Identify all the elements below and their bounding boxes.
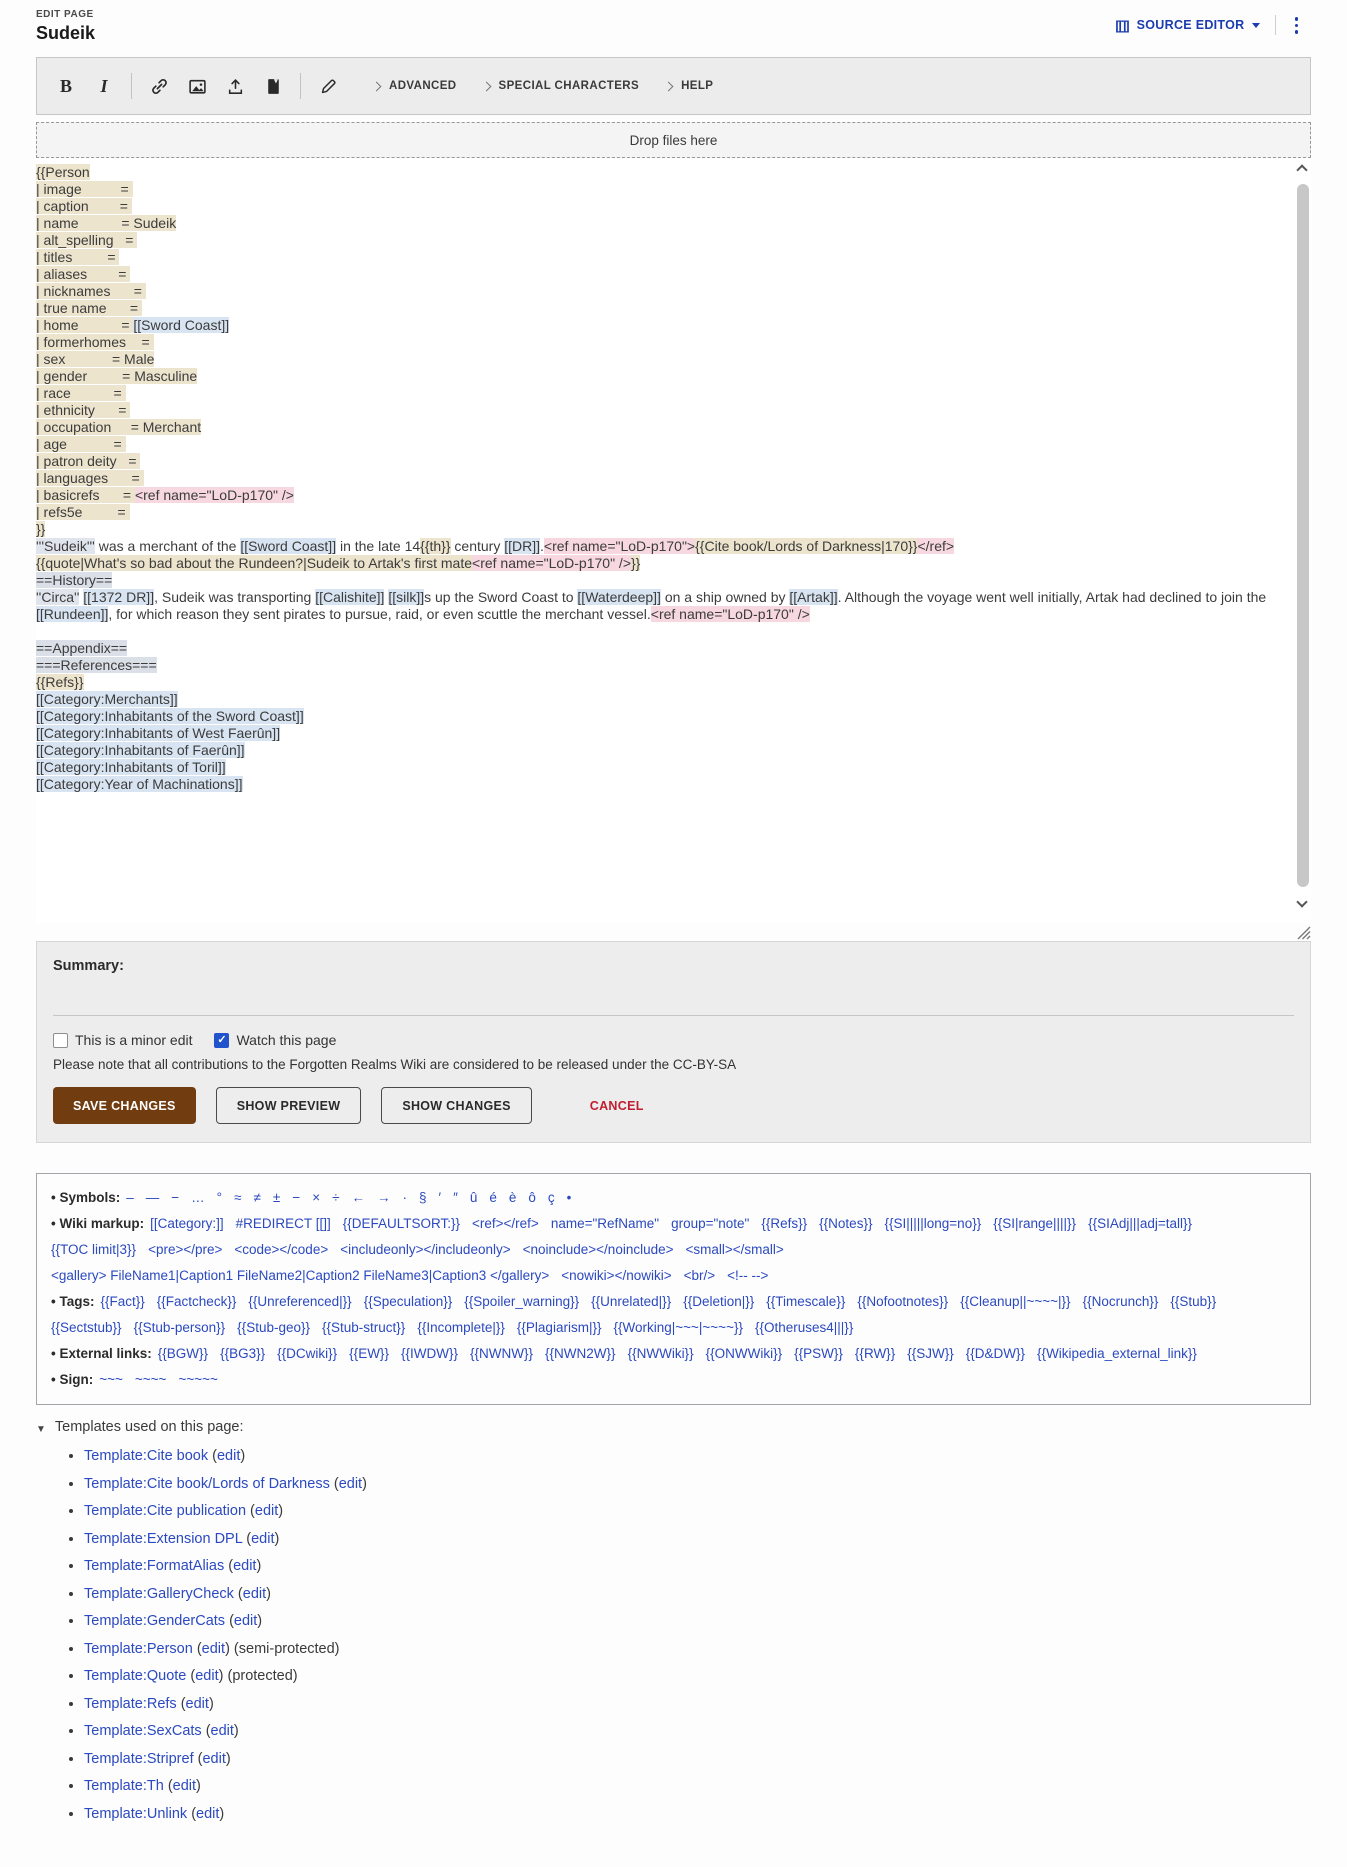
edittool-insert-link[interactable]: {{Incomplete|}}	[417, 1320, 505, 1335]
minor-edit-label: This is a minor edit	[75, 1032, 193, 1048]
chevron-down-icon	[1252, 23, 1260, 28]
edittool-insert-link[interactable]: {{SI|||||long=no}}	[884, 1216, 982, 1231]
minor-edit-checkbox-row	[53, 1032, 192, 1048]
template-edit-link[interactable]: edit	[202, 1750, 226, 1767]
edittool-insert-link[interactable]: −	[171, 1190, 180, 1205]
editor-line[interactable]: [[Category:Year of Machinations]]	[36, 776, 243, 792]
editor-line[interactable]: | alt_spelling =	[36, 232, 138, 248]
header-divider	[1275, 15, 1276, 35]
toolbar-divider	[300, 73, 301, 99]
editor-line[interactable]: | languages =	[36, 470, 144, 486]
edittool-insert-link[interactable]: {{Plagiarism|}}	[516, 1320, 602, 1335]
template-link[interactable]: Template:Refs	[84, 1695, 177, 1712]
editor-line[interactable]: | formerhomes =	[36, 334, 154, 350]
edittool-insert-link[interactable]: {{Notes}}	[819, 1216, 873, 1231]
menu-help[interactable]	[665, 80, 713, 92]
chevron-right-icon	[481, 81, 491, 91]
template-list-item: • Template:GalleryCheck (edit)	[84, 1585, 1311, 1604]
template-list-item: • Template:Stripref (edit)	[84, 1750, 1311, 1769]
editor-line[interactable]: | gender = Masculine	[36, 368, 198, 384]
template-list-item: • Template:Extension DPL (edit)	[84, 1530, 1311, 1549]
editor-line[interactable]: | patron deity =	[36, 453, 141, 469]
edittool-insert-link[interactable]: −	[292, 1190, 301, 1205]
edittool-insert-link[interactable]: •	[566, 1190, 572, 1205]
editor-line[interactable]: | titles =	[36, 249, 120, 265]
editor-line[interactable]: | age =	[36, 436, 126, 452]
template-link[interactable]: Template:Unlink	[84, 1805, 188, 1822]
edittool-insert-link[interactable]: {{SIAdj|||adj=tall}}	[1088, 1216, 1193, 1231]
edittool-insert-link[interactable]: #REDIRECT [[]]	[235, 1216, 331, 1231]
edittool-insert-link[interactable]: ~~~~	[134, 1372, 167, 1387]
edittool-insert-link[interactable]: <code></code>	[234, 1242, 329, 1257]
edittool-insert-link[interactable]: {{NWWiki}}	[627, 1346, 694, 1361]
template-edit-link[interactable]: edit	[233, 1558, 257, 1574]
template-edit-link[interactable]: edit	[216, 1448, 241, 1464]
template-edit-link[interactable]: edit	[233, 1613, 258, 1629]
edittool-insert-link[interactable]: {{Refs}}	[761, 1216, 808, 1231]
signature-button[interactable]	[309, 66, 347, 106]
edittool-insert-link[interactable]: {{Working|~~~|~~~~}}	[613, 1320, 743, 1335]
templates-used-caption: Templates used on this page:	[54, 1419, 244, 1435]
edittool-insert-link[interactable]: <br/>	[683, 1268, 716, 1283]
edittool-insert-link[interactable]: {{Cleanup||~~~~|}}	[960, 1294, 1071, 1309]
check-icon: ✓	[217, 1033, 227, 1046]
editor-scrollbar	[1294, 158, 1311, 923]
toolbar-divider	[131, 73, 132, 99]
edittool-insert-link[interactable]: è	[508, 1190, 517, 1205]
templates-used-header	[36, 1419, 1311, 1435]
editor-line[interactable]: ''Circa'' [[1372 DR]], Sudeik was transporting [[Calishite]] [[silk]]s up the Sword Coast to [[Waterdeep]] on a ship owned by [[Artak]]. Although the voyage went well initially, Artak had declined to join the [[Rundeen]], for which reason they sent pirates to pursue, raid, or even scuttle the merchant vessel.<ref name="LoD-p170" />	[36, 589, 1271, 622]
edittool-insert-link[interactable]: {{BGW}}	[157, 1346, 209, 1361]
edittools-row	[51, 1341, 1296, 1367]
bold-button[interactable]	[47, 66, 85, 106]
editor-line[interactable]: [[Category:Inhabitants of Faerûn]]	[36, 742, 245, 758]
edittool-insert-link[interactable]: û	[469, 1190, 478, 1205]
editor-line[interactable]: | basicrefs = <ref name="LoD-p170" />	[36, 487, 294, 503]
template-link[interactable]: Template:Cite book/Lords of Darkness	[84, 1475, 330, 1492]
editor-line[interactable]: [[Category:Merchants]]	[36, 691, 178, 707]
edittool-insert-link[interactable]: °	[216, 1190, 223, 1205]
edittool-insert-link[interactable]: {{SI|range||||}}	[993, 1216, 1077, 1231]
template-link[interactable]: Template:Cite book	[84, 1448, 209, 1464]
editor-line[interactable]: {{quote|What's so bad about the Rundeen?|Sudeik to Artak's first mate<ref name="LoD-p170" />}}	[36, 555, 641, 571]
save-changes-button[interactable]: SAVE CHANGES	[53, 1087, 196, 1124]
edittool-insert-link[interactable]: <!-- -->	[727, 1268, 769, 1283]
edittool-insert-link[interactable]: {{DCwiki}}	[277, 1346, 338, 1361]
template-edit-link[interactable]: edit	[242, 1585, 267, 1602]
edittool-insert-link[interactable]: <noinclude></noinclude>	[522, 1242, 674, 1257]
scroll-down-icon[interactable]	[1296, 896, 1307, 907]
source-editor	[36, 158, 1311, 923]
editor-line[interactable]: | image =	[36, 181, 133, 197]
template-link[interactable]: Template:Stripref	[84, 1750, 194, 1767]
edittool-insert-link[interactable]: <gallery> FileName1|Caption1 FileName2|Caption2 FileName3|Caption3 </gallery>	[51, 1268, 550, 1283]
edittool-insert-link[interactable]: ←	[351, 1190, 366, 1205]
edittool-insert-link[interactable]: {{Fact}}	[100, 1294, 145, 1309]
editor-line[interactable]: | ethnicity =	[36, 402, 131, 418]
editor-line[interactable]: | true name =	[36, 300, 142, 316]
show-preview-button[interactable]: SHOW PREVIEW	[216, 1087, 362, 1124]
edittools-row-label: • Sign:	[51, 1372, 94, 1387]
edittool-insert-link[interactable]: {{Spoiler_warning}}	[464, 1294, 580, 1309]
template-edit-link[interactable]: edit	[172, 1778, 197, 1794]
page-title: Sudeik	[36, 23, 96, 43]
editor-line[interactable]: }}	[36, 521, 46, 537]
template-edit-link[interactable]: edit	[185, 1695, 209, 1712]
source-editor-dropdown[interactable]	[1115, 18, 1259, 33]
scrollbar-thumb[interactable]	[1297, 184, 1309, 887]
pencil-icon	[319, 77, 338, 96]
editor-line[interactable]: | name = Sudeik	[36, 215, 177, 231]
edittool-insert-link[interactable]: <small></small>	[685, 1242, 784, 1257]
edittool-insert-link[interactable]: ″	[453, 1190, 458, 1205]
license-note: Please note that all contributions to the Forgotten Realms Wiki are considered to be released under the CC-BY-SA	[53, 1057, 737, 1072]
template-link[interactable]: Template:SexCats	[84, 1723, 202, 1739]
edittool-insert-link[interactable]: {{Nocrunch}}	[1082, 1294, 1159, 1309]
dropzone-label: Drop files here	[629, 132, 718, 148]
editor-line[interactable]: [[Category:Inhabitants of the Sword Coast]]	[36, 708, 304, 724]
upload-icon	[226, 77, 245, 96]
edittool-insert-link[interactable]: ≈	[234, 1190, 242, 1205]
edittool-insert-link[interactable]: ~~~~~	[178, 1372, 218, 1387]
template-edit-link[interactable]: edit	[254, 1503, 279, 1519]
edittool-insert-link[interactable]: é	[489, 1190, 497, 1205]
menu-special-characters[interactable]	[483, 80, 640, 92]
edittool-insert-link[interactable]: –	[126, 1190, 134, 1205]
edittools-row	[51, 1185, 1296, 1211]
edittool-insert-link[interactable]: name="RefName"	[550, 1216, 660, 1231]
title-block	[36, 9, 95, 44]
edittool-insert-link[interactable]: …	[191, 1190, 205, 1205]
edittool-insert-link[interactable]: {{TOC limit|3}}	[51, 1242, 137, 1257]
menu-help-label: HELP	[681, 80, 714, 92]
template-link[interactable]: Template:Person	[84, 1640, 193, 1657]
edittool-insert-link[interactable]: {{BG3}}	[220, 1346, 266, 1361]
edittool-insert-link[interactable]: {{Unrelated|}}	[591, 1294, 672, 1309]
edittool-insert-link[interactable]: {{Sectstub}}	[51, 1320, 122, 1335]
link-button[interactable]	[140, 66, 178, 106]
template-list-item: • Template:SexCats (edit)	[84, 1722, 1311, 1741]
header-controls	[1115, 15, 1302, 36]
template-link[interactable]: Template:Cite publication	[84, 1503, 247, 1519]
source-editor-icon: [[]]	[1115, 17, 1129, 33]
edittool-insert-link[interactable]: {{Deletion|}}	[683, 1294, 755, 1309]
edittool-insert-link[interactable]: {{NWNW}}	[470, 1346, 534, 1361]
chevron-right-icon	[372, 81, 382, 91]
edittool-insert-link[interactable]: {{Stub-geo}}	[237, 1320, 310, 1335]
source-editor-label: SOURCE EDITOR	[1136, 18, 1245, 33]
edittool-insert-link[interactable]: {{IWDW}}	[400, 1346, 458, 1361]
show-changes-button[interactable]: SHOW CHANGES	[381, 1087, 531, 1124]
italic-button[interactable]	[85, 66, 123, 106]
page-header	[0, 0, 1347, 57]
template-list-item: • Template:Cite book/Lords of Darkness (edit)	[84, 1475, 1311, 1494]
minor-edit-checkbox[interactable]	[53, 1033, 68, 1048]
edittools-row-label: • External links:	[51, 1346, 152, 1361]
edittool-insert-link[interactable]: ′	[438, 1190, 442, 1205]
edittools-row	[51, 1211, 1296, 1289]
edittools-row	[51, 1289, 1296, 1341]
edittool-insert-link[interactable]: ~~~	[99, 1372, 123, 1387]
edittool-insert-link[interactable]: group="note"	[671, 1216, 750, 1231]
edittools-row-label: • Symbols:	[51, 1190, 121, 1205]
template-edit-link[interactable]: edit	[196, 1805, 220, 1822]
reference-button[interactable]	[254, 66, 292, 106]
editor-line[interactable]: [[Category:Inhabitants of West Faerûn]]	[36, 725, 281, 741]
collapse-triangle-icon[interactable]: ▼	[36, 1423, 46, 1435]
edittool-insert-link[interactable]: {{ONWWiki}}	[705, 1346, 783, 1361]
editor-line[interactable]: ===References===	[36, 657, 157, 673]
edittool-insert-link[interactable]: {{EW}}	[349, 1346, 389, 1361]
italic-icon: I	[100, 75, 108, 96]
edittools-row-label: • Tags:	[51, 1294, 95, 1309]
template-edit-link[interactable]: edit	[251, 1530, 275, 1547]
editor-line[interactable]: | occupation = Merchant	[36, 419, 202, 435]
edittool-insert-link[interactable]: {{PSW}}	[794, 1346, 843, 1361]
template-list-item: • Template:Cite publication (edit)	[84, 1502, 1311, 1521]
editor-line[interactable]: {{Person	[36, 164, 90, 180]
template-list-item: • Template:Cite book (edit)	[84, 1447, 1311, 1466]
upload-button[interactable]	[216, 66, 254, 106]
editor-line[interactable]: | refs5e =	[36, 504, 130, 520]
edittool-insert-link[interactable]: <pre></pre>	[148, 1242, 223, 1257]
editor-line[interactable]: | home = [[Sword Coast]]	[36, 317, 230, 333]
template-list-item: • Template:FormatAlias (edit)	[84, 1557, 1311, 1576]
watch-page-label: Watch this page	[236, 1032, 337, 1048]
template-edit-link[interactable]: edit	[201, 1640, 226, 1657]
edittool-insert-link[interactable]: {{SJW}}	[907, 1346, 954, 1361]
editor-line[interactable]: ==History==	[36, 572, 113, 588]
editor-line[interactable]	[36, 623, 1271, 640]
template-link[interactable]: Template:Th	[84, 1778, 164, 1794]
templates-list	[36, 1447, 1311, 1824]
summary-section	[36, 941, 1311, 1143]
edittools-row-label: • Wiki markup:	[51, 1216, 145, 1231]
editor-line[interactable]: | nicknames =	[36, 283, 146, 299]
template-list-item: • Template:Person (edit) (semi-protected)	[84, 1640, 1311, 1659]
edittool-insert-link[interactable]: {{Factcheck}}	[156, 1294, 237, 1309]
template-edit-link[interactable]: edit	[195, 1668, 219, 1684]
edittool-insert-link[interactable]: {{Unreferenced|}}	[248, 1294, 352, 1309]
link-icon	[150, 77, 169, 96]
template-list-item: • Template:Quote (edit) (protected)	[84, 1667, 1311, 1686]
bold-icon: B	[59, 75, 72, 96]
edittool-insert-link[interactable]: {{RW}}	[854, 1346, 896, 1361]
edittools-box	[36, 1173, 1311, 1405]
editor-line[interactable]: | sex = Male	[36, 351, 155, 367]
edittool-insert-link[interactable]: {{NWN2W}}	[545, 1346, 616, 1361]
edittool-insert-link[interactable]: ÷	[332, 1190, 340, 1205]
template-link[interactable]: Template:Extension DPL	[84, 1530, 243, 1547]
edittool-insert-link[interactable]: {{DEFAULTSORT:}}	[342, 1216, 461, 1231]
template-link[interactable]: Template:Quote	[84, 1668, 187, 1684]
resize-handle[interactable]	[1295, 924, 1311, 940]
template-link[interactable]: Template:GenderCats	[84, 1613, 226, 1629]
template-edit-link[interactable]: edit	[338, 1475, 363, 1492]
edittool-insert-link[interactable]: {{Speculation}}	[363, 1294, 453, 1309]
reference-book-icon	[264, 77, 283, 96]
edittool-insert-link[interactable]: ≠	[253, 1190, 261, 1205]
editor-line[interactable]: ==Appendix==	[36, 640, 128, 656]
summary-input[interactable]	[53, 974, 1294, 1016]
editor-line[interactable]: | aliases =	[36, 266, 131, 282]
edittool-insert-link[interactable]: ±	[272, 1190, 281, 1205]
scroll-up-icon[interactable]	[1296, 164, 1307, 175]
edittool-insert-link[interactable]: <ref></ref>	[472, 1216, 539, 1231]
summary-label: Summary:	[53, 958, 124, 974]
edittool-insert-link[interactable]: →	[377, 1190, 391, 1205]
file-dropzone[interactable]	[36, 122, 1311, 158]
insert-image-button[interactable]	[178, 66, 216, 106]
template-list-item: • Template:Th (edit)	[84, 1777, 1311, 1796]
edittool-insert-link[interactable]: {{Otheruses4|||}}	[754, 1320, 854, 1335]
source-editor-textarea[interactable]	[36, 158, 1311, 923]
menu-advanced-label: ADVANCED	[389, 80, 457, 92]
edittool-insert-link[interactable]: <includeonly></includeonly>	[340, 1242, 511, 1257]
edittool-insert-link[interactable]: {{Stub}}	[1170, 1294, 1217, 1309]
template-edit-link[interactable]: edit	[210, 1723, 234, 1739]
edittool-insert-link[interactable]: [[Category:]]	[150, 1216, 224, 1231]
edittools-row	[51, 1367, 1296, 1393]
watch-page-checkbox-row	[214, 1032, 336, 1048]
edittool-insert-link[interactable]: ô	[528, 1190, 536, 1205]
editor-line[interactable]: {{Refs}}	[36, 674, 84, 690]
edittool-insert-link[interactable]: {{Nofootnotes}}	[857, 1294, 949, 1309]
editor-line[interactable]: | caption =	[36, 198, 132, 214]
edittool-insert-link[interactable]: <nowiki></nowiki>	[561, 1268, 672, 1283]
image-icon	[188, 77, 207, 96]
edittool-insert-link[interactable]: ·	[402, 1190, 408, 1205]
editor-resize-row	[36, 923, 1311, 941]
template-list-item: • Template:Refs (edit)	[84, 1695, 1311, 1714]
kebab-menu-icon[interactable]	[1291, 15, 1303, 36]
edit-page-label: EDIT PAGE	[36, 9, 94, 20]
template-list-item: • Template:Unlink (edit)	[84, 1805, 1311, 1824]
menu-advanced[interactable]	[373, 80, 457, 92]
editor-line[interactable]: | race =	[36, 385, 126, 401]
editor-toolbar	[36, 57, 1311, 115]
edittool-insert-link[interactable]: —	[145, 1190, 160, 1205]
watch-page-checkbox[interactable]	[214, 1033, 229, 1048]
chevron-right-icon	[664, 81, 674, 91]
edittool-insert-link[interactable]: {{Timescale}}	[766, 1294, 846, 1309]
edittool-insert-link[interactable]: {{D&DW}}	[965, 1346, 1026, 1361]
edittool-insert-link[interactable]: §	[419, 1190, 427, 1205]
menu-special-characters-label: SPECIAL CHARACTERS	[498, 80, 640, 92]
edittool-insert-link[interactable]: ç	[547, 1190, 555, 1205]
template-link[interactable]: Template:GalleryCheck	[84, 1585, 234, 1602]
editor-line[interactable]: '''Sudeik''' was a merchant of the [[Sword Coast]] in the late 14{{th}} century [[DR]].<ref name="LoD-p170">{{Cite book/Lords of Darkness|170}}</ref>	[36, 538, 955, 554]
template-list-item: • Template:GenderCats (edit)	[84, 1612, 1311, 1631]
edittool-insert-link[interactable]: {{Stub-struct}}	[322, 1320, 406, 1335]
editor-line[interactable]: [[Category:Inhabitants of Toril]]	[36, 759, 226, 775]
edittool-insert-link[interactable]: {{Wikipedia_external_link}}	[1037, 1346, 1197, 1361]
cancel-button[interactable]: CANCEL	[570, 1087, 664, 1124]
edittool-insert-link[interactable]: {{Stub-person}}	[133, 1320, 226, 1335]
edittool-insert-link[interactable]: ×	[312, 1190, 321, 1205]
template-link[interactable]: Template:FormatAlias	[84, 1558, 225, 1574]
